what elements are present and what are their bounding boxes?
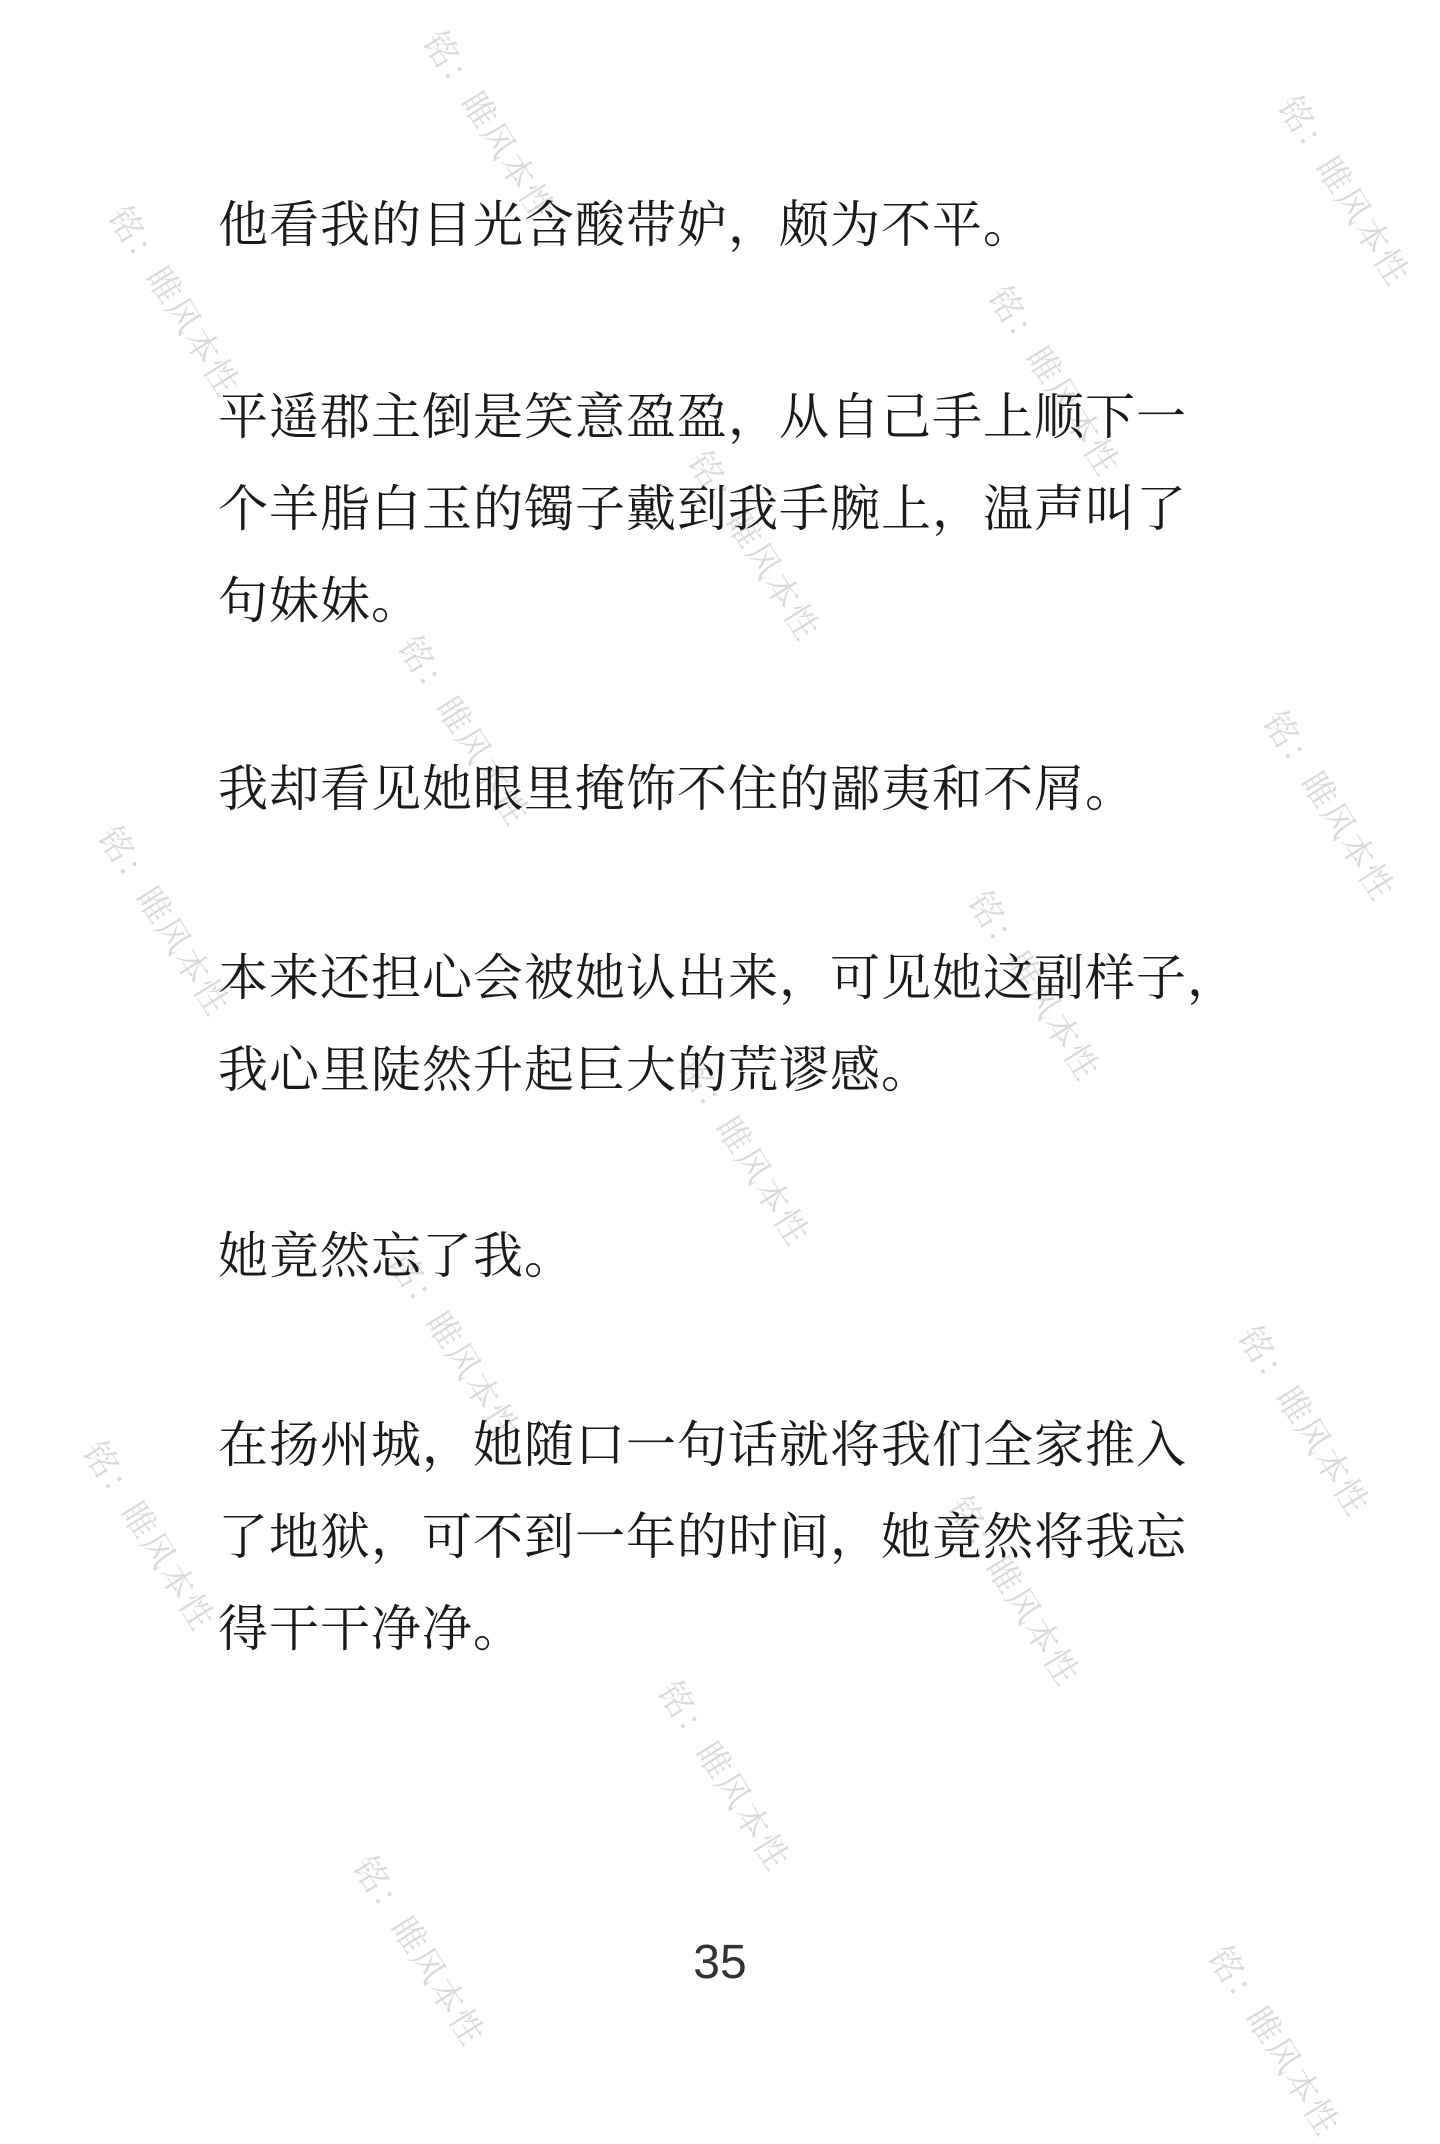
watermark: 铭：睢风本性	[649, 1674, 798, 1879]
watermark: 铭：睢风本性	[959, 884, 1108, 1089]
watermark: 铭：睢风本性	[1229, 1319, 1378, 1524]
watermark: 铭：睢风本性	[1199, 1939, 1348, 2144]
paragraph: 在扬州城，她随口一句话就将我们全家推入 了地狱，可不到一年的时间，她竟然将我忘 得干干净净。	[218, 1416, 1187, 1658]
page-number: 35	[693, 1936, 747, 1989]
paragraph: 本来还担心会被她认出来，可见她这副样子， 我心里陡然升起巨大的荒谬感。	[218, 949, 1238, 1099]
watermark: 铭：睢风本性	[1269, 89, 1418, 294]
watermark: 铭：睢风本性	[74, 1434, 223, 1639]
watermark: 铭：睢风本性	[389, 629, 538, 834]
watermark: 铭：睢风本性	[939, 1489, 1088, 1694]
paragraph: 他看我的目光含酸带妒，颇为不平。	[218, 196, 1034, 254]
watermark: 铭：睢风本性	[89, 819, 238, 1024]
watermark: 铭：睢风本性	[379, 1244, 528, 1449]
watermark: 铭：睢风本性	[344, 1849, 493, 2054]
watermark: 铭：睢风本性	[1254, 704, 1403, 909]
paragraph: 她竟然忘了我。	[218, 1227, 575, 1285]
watermark: 铭：睢风本性	[99, 199, 248, 404]
paragraph: 我却看见她眼里掩饰不住的鄙夷和不屑。	[218, 760, 1136, 818]
watermark: 铭：睢风本性	[414, 24, 563, 229]
paragraph: 平遥郡主倒是笑意盈盈，从自己手上顺下一 个羊脂白玉的镯子戴到我手腕上，温声叫了 句妹妹。	[218, 388, 1187, 630]
watermark: 铭：睢风本性	[979, 279, 1128, 484]
watermark: 铭：睢风本性	[679, 444, 828, 649]
watermark: 铭：睢风本性	[669, 1049, 818, 1254]
